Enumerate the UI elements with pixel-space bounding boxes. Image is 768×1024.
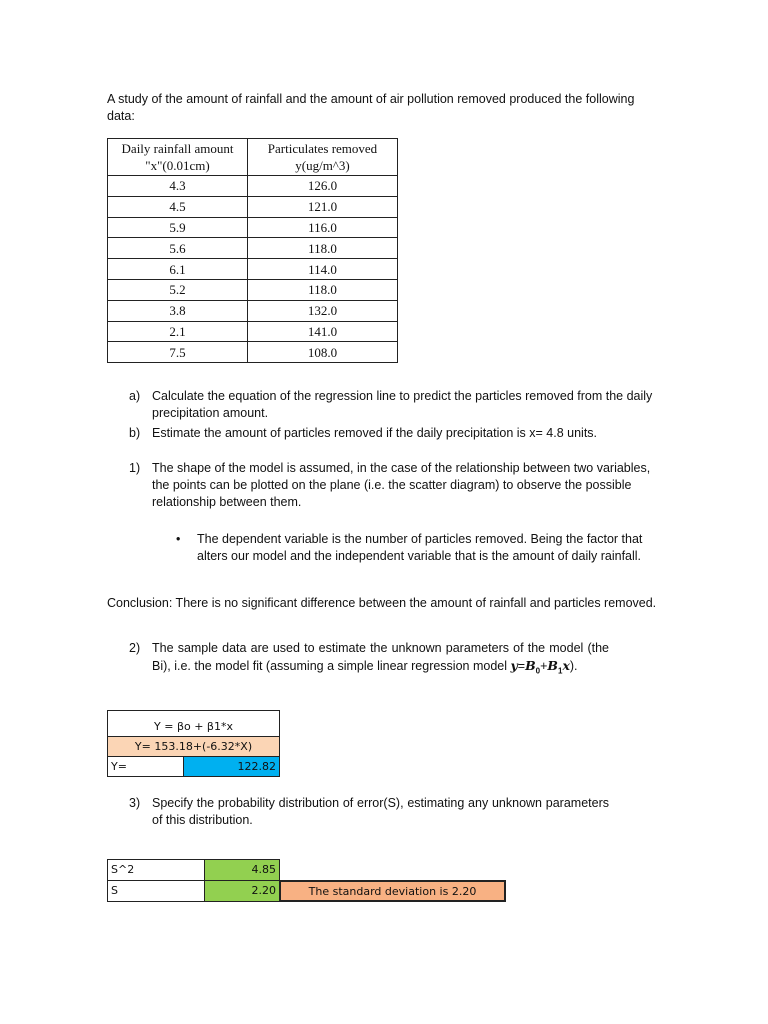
bullet-text: The dependent variable is the number of particles removed. Being the factor that alters our model and the independent variable that is the amount of daily rainfall. bbox=[197, 532, 643, 563]
model-equation: Y = βo + β1*x bbox=[107, 710, 280, 737]
model-y-value: 122.82 bbox=[183, 756, 280, 777]
formula-end: ). bbox=[569, 659, 578, 673]
model-fitted-equation: Y= 153.18+(-6.32*X) bbox=[107, 736, 280, 757]
conclusion-text: Conclusion: There is no significant difference between the amount of rainfall and particles removed. bbox=[107, 596, 657, 610]
step-1-label: 1) bbox=[129, 461, 141, 475]
step-1-text: The shape of the model is assumed, in the case of the relationship between two variables, the points can be plotted on the plane (i.e. the scatter diagram) to observe the possible relationship between them. bbox=[152, 461, 651, 509]
x-cell: 5.2 bbox=[108, 279, 248, 300]
error-box bbox=[107, 859, 507, 902]
s2-label: S^2 bbox=[107, 859, 205, 881]
table-row bbox=[108, 259, 398, 280]
y-cell: 114.0 bbox=[248, 259, 398, 280]
formula-y: y bbox=[510, 658, 518, 673]
rainfall-data-table bbox=[107, 138, 398, 363]
x-cell: 4.5 bbox=[108, 196, 248, 217]
x-cell: 3.8 bbox=[108, 300, 248, 321]
y-cell: 126.0 bbox=[248, 176, 398, 197]
step-2-body: The sample data are used to estimate the unknown parameters of the model (the Bi), i.e. the model fit (assuming a simple linear regression model bbox=[152, 641, 609, 673]
s2-value: 4.85 bbox=[204, 859, 280, 881]
x-cell: 6.1 bbox=[108, 259, 248, 280]
table-row bbox=[108, 238, 398, 259]
header-rainfall bbox=[108, 139, 248, 176]
model-box bbox=[107, 710, 280, 777]
formula-b0-sub: 0 bbox=[535, 666, 541, 676]
formula-plus: + bbox=[540, 659, 548, 673]
formula-eq: = bbox=[517, 659, 526, 673]
step-3-label: 3) bbox=[129, 796, 141, 810]
y-cell: 141.0 bbox=[248, 321, 398, 342]
formula-x: x bbox=[562, 658, 570, 673]
step-2-text bbox=[152, 640, 609, 680]
x-cell: 2.1 bbox=[108, 321, 248, 342]
header-particulates-line2: y(ug/m^3) bbox=[295, 158, 350, 173]
y-cell: 121.0 bbox=[248, 196, 398, 217]
formula-b1: B bbox=[547, 658, 558, 673]
step-2-label: 2) bbox=[129, 641, 141, 655]
y-cell: 132.0 bbox=[248, 300, 398, 321]
x-cell: 7.5 bbox=[108, 342, 248, 363]
table-row bbox=[108, 196, 398, 217]
table-row bbox=[108, 321, 398, 342]
table-row bbox=[108, 279, 398, 300]
intro-text: A study of the amount of rainfall and the amount of air pollution removed produced the following data: bbox=[107, 92, 635, 123]
table-row bbox=[108, 342, 398, 363]
s-label: S bbox=[107, 880, 205, 902]
table-header-row bbox=[108, 139, 398, 176]
table-row bbox=[108, 300, 398, 321]
y-cell: 118.0 bbox=[248, 279, 398, 300]
header-rainfall-line2: "x"(0.01cm) bbox=[145, 158, 210, 173]
formula-b1-sub: 1 bbox=[557, 666, 563, 676]
question-b-label: b) bbox=[129, 426, 141, 440]
header-rainfall-line1: Daily rainfall amount bbox=[121, 141, 234, 156]
header-particulates bbox=[248, 139, 398, 176]
y-cell: 118.0 bbox=[248, 238, 398, 259]
table-row bbox=[108, 217, 398, 238]
question-a-label: a) bbox=[129, 389, 141, 403]
step-3-text: Specify the probability distribution of error(S), estimating any unknown parameters of this distribution. bbox=[152, 796, 609, 827]
question-a-text: Calculate the equation of the regression line to predict the particles removed from the daily precipitation amount. bbox=[152, 389, 653, 420]
x-cell: 5.9 bbox=[108, 217, 248, 238]
s-value: 2.20 bbox=[204, 880, 280, 902]
bullet-symbol: • bbox=[176, 532, 181, 546]
table-row bbox=[108, 176, 398, 197]
y-cell: 116.0 bbox=[248, 217, 398, 238]
model-y-label: Y= bbox=[107, 756, 184, 777]
y-cell: 108.0 bbox=[248, 342, 398, 363]
header-particulates-line1: Particulates removed bbox=[267, 141, 378, 156]
formula-b0: B bbox=[525, 658, 536, 673]
x-cell: 4.3 bbox=[108, 176, 248, 197]
x-cell: 5.6 bbox=[108, 238, 248, 259]
question-b-text: Estimate the amount of particles removed if the daily precipitation is x= 4.8 units. bbox=[152, 426, 598, 440]
std-dev-note: The standard deviation is 2.20 bbox=[279, 880, 506, 902]
